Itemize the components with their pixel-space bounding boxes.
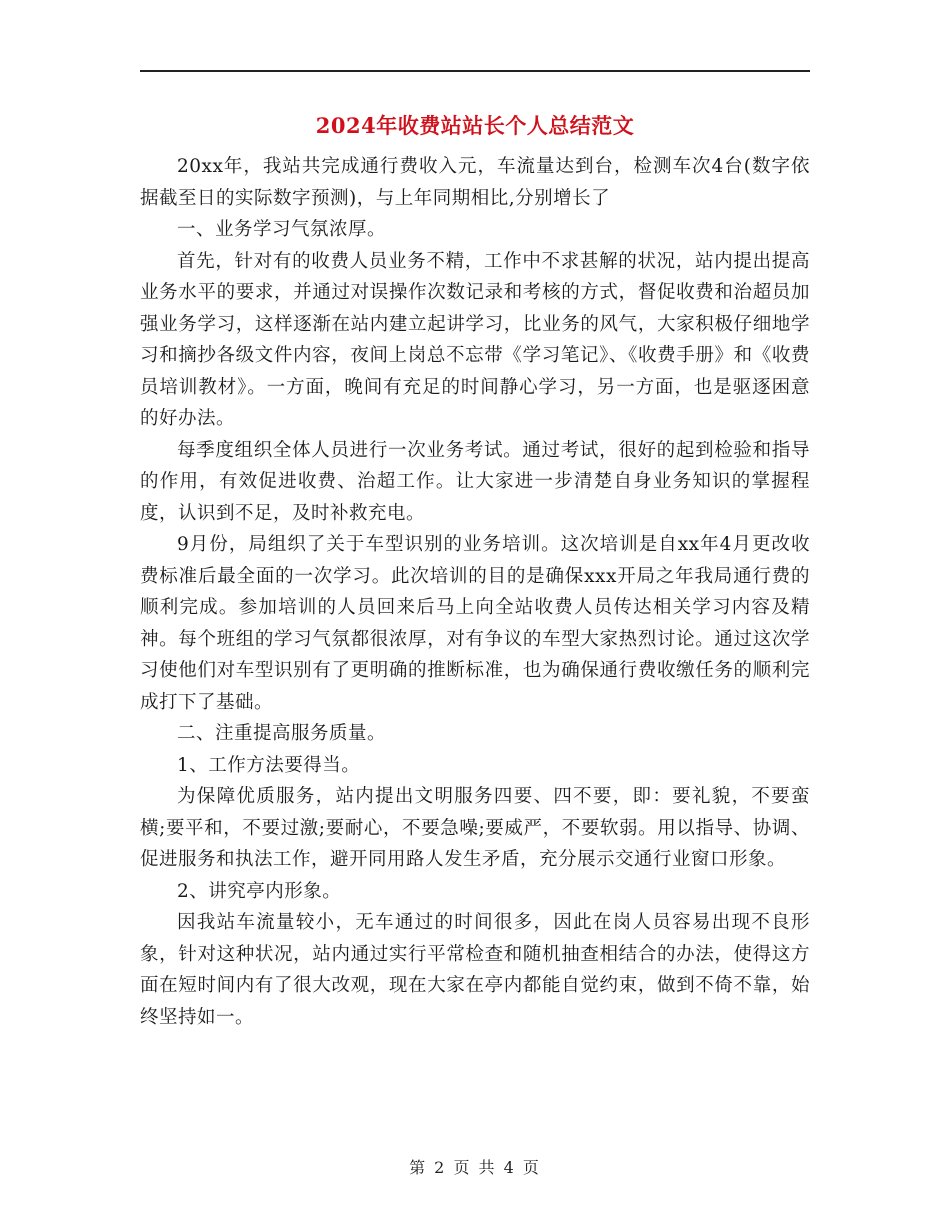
document-body bbox=[140, 151, 810, 1033]
section-heading-2: 二、注重提高服务质量。 bbox=[177, 723, 387, 744]
paragraph: 每季度组织全体人员进行一次业务考试。通过考试，很好的起到检验和指导的作用，有效促进收费、治超工作。让大家进一步清楚自身业务知识的掌握程度，认识到不足，及时补救充电。 bbox=[140, 439, 810, 524]
paragraph: 因我站车流量较小，无车通过的时间很多，因此在岗人员容易出现不良形象，针对这种状况，站内通过实行平常检查和随机抽查相结合的办法，使得这方面在短时间内有了很大改观，现在大家在亭内都能自觉约束，做到不倚不靠，始终坚持如一。 bbox=[140, 912, 810, 1028]
subsection-heading-2: 2、讲究亭内形象。 bbox=[177, 880, 342, 902]
paragraph: 首先，针对有的收费人员业务不精，工作中不求甚解的状况，站内提出提高业务水平的要求，并通过对误操作次数记录和考核的方式，督促收费和治超员加强业务学习，这样逐渐在站内建立起讲学习，比业务的风气，大家积极仔细地学习和摘抄各级文件内容，夜间上岗总不忘带《学习笔记》、《收费手册》和《收费员培训教材》。一方面，晚间有充足的时间静心学习，另一方面，也是驱逐困意的好办法。 bbox=[140, 250, 810, 429]
paragraph: 9月份，局组织了关于车型识别的业务培训。这次培训是自xx年4月更改收费标准后最全面的一次学习。此次培训的目的是确保xxx开局之年我局通行费的顺利完成。参加培训的人员回来后马上向全站收费人员传达相关学习内容及精神。每个班组的学习气氛都很浓厚，对有争议的车型大家热烈讨论。通过这次学习使他们对车型识别有了更明确的推断标准，也为确保通行费收缴任务的顺利完成打下了基础。 bbox=[140, 534, 810, 713]
paragraph-intro: 20xx年，我站共完成通行费收入元，车流量达到台，检测车次4台(数字依据截至日的实际数字预测)，与上年同期相比,分别增长了 bbox=[140, 156, 810, 209]
section-heading-1: 一、业务学习气氛浓厚。 bbox=[177, 219, 387, 240]
subsection-heading-1: 1、工作方法要得当。 bbox=[177, 754, 361, 776]
document-title: 2024年收费站站长个人总结范文 bbox=[315, 113, 635, 138]
paragraph: 为保障优质服务，站内提出文明服务四要、四不要，即：要礼貌，不要蛮横;要平和，不要过激;要耐心，不要急噪;要威严，不要软弱。用以指导、协调、促进服务和执法工作，避开同用路人发生矛盾，充分展示交通行业窗口形象。 bbox=[140, 786, 810, 870]
page-number-footer: 第 2 页 共 4 页 bbox=[409, 1158, 541, 1177]
header-rule bbox=[140, 70, 810, 72]
